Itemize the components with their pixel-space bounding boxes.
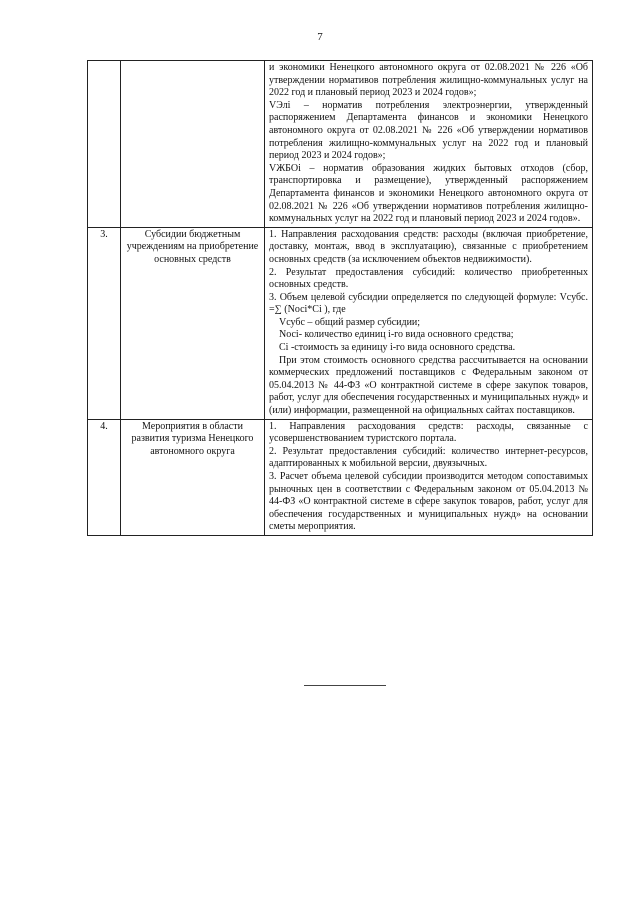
- row-name: Мероприятия в области развития туризма Ненецкого автономного округа: [121, 419, 265, 535]
- paragraph: При этом стоимость основного средства рассчитывается на основании коммерческих предложений поставщиков с Федеральным законом от 05.04.2013 № 44-ФЗ «О контрактной системе в сфере закупок товаров, работ, услуг для обеспечения государственных и муниципальных нужд» и (или) информации, размещенной на официальных сайтах поставщиков.: [269, 354, 588, 417]
- row-number: 4.: [88, 419, 121, 535]
- paragraph: и экономики Ненецкого автономного округа от 02.08.2021 № 226 «Об утверждении нормативов потребления жилищно-коммунальных услуг на 2022 год и плановый период 2023 и 2024 годов»;: [269, 62, 588, 99]
- subsidy-table: [87, 60, 593, 536]
- paragraph: 3. Объем целевой субсидии определяется по следующей формуле: Vсубс. =∑ (Nосi*Сi ), где: [269, 291, 588, 316]
- paragraph: VЭлi – норматив потребления электроэнергии, утвержденный распоряжением Департамента финансов и экономики Ненецкого автономного округа от 02.08.2021 № 226 «Об утверждении нормативов потребления жилищно-коммунальных услуг на 2022 год и плановый период 2023 и 2024 годов»;: [269, 99, 588, 162]
- row-name: [121, 61, 265, 228]
- paragraph: Сi -стоимость за единицу i-го вида основного средства.: [279, 342, 516, 354]
- row-number: [88, 61, 121, 228]
- row-name: Субсидии бюджетным учреждениям на приобретение основных средств: [121, 227, 265, 419]
- paragraph: VЖБОi – норматив образования жидких бытовых отходов (сбор, транспортировка и размещение), утвержденный распоряжением Департамента финансов и экономики Ненецкого автономного округа от 02.08.2021 № 226 «Об утверждении нормативов потребления жилищно-коммунальных услуг на 2022 год и плановый период 2023 и 2024 годов».: [269, 162, 588, 225]
- table-row: [88, 419, 593, 535]
- paragraph: 3. Расчет объема целевой субсидии производится методом сопоставимых рыночных цен в соответствии с Федеральным законом от 05.04.2013 № 44-ФЗ «О контрактной системе в сфере закупок товаров, работ, услуг для обеспечения государственных и муниципальных нужд» на основании сметы мероприятия.: [269, 471, 588, 533]
- table-row: [88, 227, 593, 419]
- row-description: [265, 61, 593, 228]
- row-description: [265, 227, 593, 419]
- row-number: 3.: [88, 227, 121, 419]
- paragraph: 1. Направления расходования средств: расходы, связанные с усовершенствованием туристского портала.: [269, 420, 588, 445]
- footer-divider: [304, 685, 386, 686]
- paragraph: 2. Результат предоставления субсидий: количество интернет-ресурсов, адаптированных к мобильной версии, двуязычных.: [269, 445, 588, 470]
- paragraph: 2. Результат предоставления субсидий: количество приобретенных основных средств.: [269, 266, 588, 291]
- page-number: 7: [317, 31, 323, 43]
- paragraph: 1. Направления расходования средств: расходы (включая приобретение, доставку, монтаж, ввод в эксплуатацию), связанные с приобретением основных средств (за исключением объектов недвижимости).: [269, 228, 588, 265]
- row-description: [265, 419, 593, 535]
- paragraph: Nосi- количество единиц i-го вида основного средства;: [279, 329, 514, 341]
- paragraph: Vсубс – общий размер субсидии;: [279, 316, 421, 328]
- table-row: [88, 61, 593, 228]
